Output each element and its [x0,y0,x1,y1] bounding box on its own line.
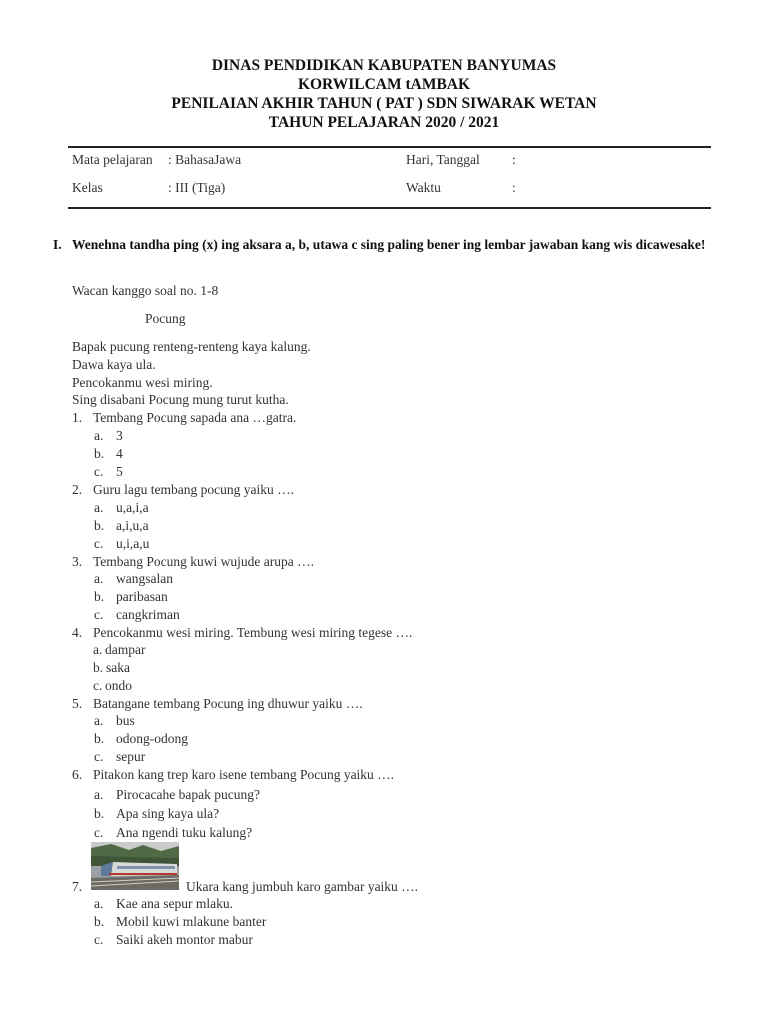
reading-intro: Wacan kanggo soal no. 1-8 [72,283,219,298]
option-text: u,i,a,u [116,536,150,551]
option-letter: b. [94,589,105,604]
question-text: Ukara kang jumbuh karo gambar yaiku …. [186,879,419,894]
option-text: Mobil kuwi mlakune banter [116,914,267,929]
option-text: a,i,u,a [116,518,149,533]
option-text: Apa sing kaya ula? [116,806,220,821]
section-number: I. [53,237,62,252]
option-letter: a. [93,642,103,657]
question-text: Pitakon kang trep karo isene tembang Pocung yaiku …. [93,767,395,782]
option-text: u,a,i,a [116,500,149,515]
option-letter: c. [94,825,104,840]
day-date-label: Hari, Tanggal [406,152,480,167]
header-district: KORWILCAM tAMBAK [297,76,471,93]
question-number: 5. [72,696,83,711]
time-label: Waktu [406,180,441,195]
option-text: odong-odong [116,731,188,746]
option-text: dampar [105,642,146,657]
question-number: 6. [72,767,83,782]
option-letter: c. [94,536,104,551]
poem-line: Sing disabani Pocung mung turut kutha. [72,392,289,407]
option-letter: b. [94,518,105,533]
option-letter: b. [94,446,105,461]
option-text: wangsalan [116,571,173,586]
option-text: sepur [116,749,146,764]
poem-line: Bapak pucung renteng-renteng kaya kalung. [72,339,311,354]
header-office: DINAS PENDIDIKAN KABUPATEN BANYUMAS [211,57,557,74]
subject-label: Mata pelajaran [72,152,153,167]
question-number: 2. [72,482,83,497]
bottom-divider [68,207,711,209]
question-text: Batangane tembang Pocung ing dhuwur yaiku …. [93,696,363,711]
option-letter: c. [93,678,103,693]
question-number: 7. [72,879,83,894]
option-text: Ana ngendi tuku kalung? [116,825,253,840]
option-letter: a. [94,713,104,728]
option-letter: b. [94,731,105,746]
option-letter: c. [94,749,104,764]
option-text: 4 [116,446,123,461]
option-text: saka [106,660,130,675]
header-exam-title: PENILAIAN AKHIR TAHUN ( PAT ) SDN SIWARAK WETAN [171,95,597,112]
poem-title: Pocung [145,311,186,326]
option-text: paribasan [116,589,168,604]
poem-line: Dawa kaya ula. [72,357,156,372]
option-text: 5 [116,464,123,479]
option-letter: a. [94,500,104,515]
option-text: 3 [116,428,123,443]
option-letter: b. [94,914,105,929]
question-text: Pencokanmu wesi miring. Tembung wesi miring tegese …. [93,625,413,640]
option-letter: a. [94,787,104,802]
question-number: 4. [72,625,83,640]
option-text: ondo [105,678,132,693]
time-value: : [512,180,516,195]
top-divider [68,146,711,148]
class-label: Kelas [72,180,103,195]
option-letter: a. [94,571,104,586]
subject-value: : BahasaJawa [168,152,242,167]
option-text: bus [116,713,135,728]
option-text: Kae ana sepur mlaku. [116,896,233,911]
train-photo [91,842,179,890]
option-letter: a. [94,428,104,443]
day-date-value: : [512,152,516,167]
option-letter: a. [94,896,104,911]
question-number: 1. [72,410,83,425]
option-text: Pirocacahe bapak pucung? [116,787,260,802]
class-value: : III (Tiga) [168,180,226,195]
question-text: Tembang Pocung sapada ana …gatra. [93,410,297,425]
option-letter: c. [94,607,104,622]
question-text: Guru lagu tembang pocung yaiku …. [93,482,294,497]
instruction-text: Wenehna tandha ping (x) ing aksara a, b, utawa c sing paling bener ing lembar jawaban kang wis dicawesake! [72,237,706,252]
poem-line: Pencokanmu wesi miring. [72,375,213,390]
train-photo-illustration [91,842,179,890]
option-text: Saiki akeh montor mabur [116,932,253,947]
question-text: Tembang Pocung kuwi wujude arupa …. [93,554,315,569]
option-letter: b. [93,660,104,675]
option-letter: c. [94,932,104,947]
header-school-year: TAHUN PELAJARAN 2020 / 2021 [268,114,500,131]
option-letter: c. [94,464,104,479]
question-number: 3. [72,554,83,569]
option-letter: b. [94,806,105,821]
option-text: cangkriman [116,607,180,622]
